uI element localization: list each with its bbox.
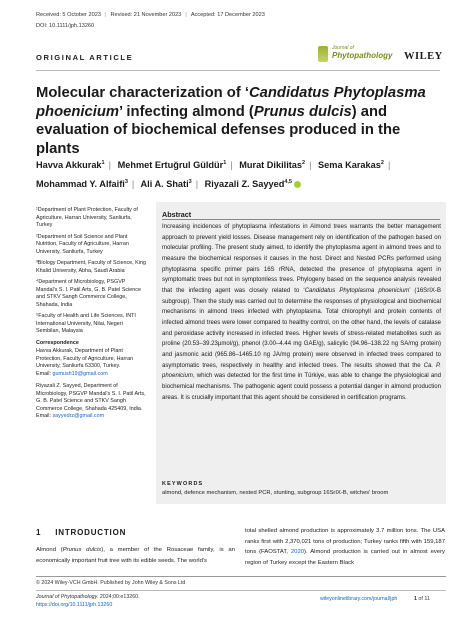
- intro-left-column: Almond (Prunus dulcis), a member of the Rosaceae family, is an economically important fruit tree with its edible seeds. The world's: [36, 547, 235, 564]
- correspondence-entry: Riyazali Z. Sayyed, Department of Microbiology, PSGVP Mandal's S. I. Patil Arts, G. B. Patel Science and STKV Sangh Commerce College, Shahada 425409, India. Email: sayyedrz@gmail.com: [36, 383, 146, 419]
- journal-logo-mark: [318, 46, 328, 62]
- copyright: © 2024 Wiley-VCH GmbH. Published by John Wiley & Sons Ltd: [36, 580, 186, 586]
- page-number: 1 of 11: [414, 596, 430, 602]
- revised-date: Revised: 21 November 2023: [110, 12, 182, 18]
- intro-right-column: total shelled almond production is approximately 3.7 million tons. The USA ranks first with 2,370,021 tons of production; Turkey ranks fifth with 159,187 tons (FAOSTAT, 2020). Almond production is carried out in almost every region of Turkey except the Eastern Black: [245, 528, 445, 566]
- accepted-date: Accepted: 17 December 2023: [190, 12, 265, 18]
- article-type: ORIGINAL ARTICLE: [36, 53, 134, 62]
- email-link[interactable]: sayyedrz@gmail.com: [52, 413, 105, 419]
- separator: |: [185, 12, 187, 18]
- journal-site-link[interactable]: wileyonlinelibrary.com/journal/jph: [320, 596, 398, 602]
- orcid-icon[interactable]: [294, 181, 301, 188]
- section-number: 1: [36, 528, 42, 537]
- abstract-text: Increasing incidences of phytoplasma infestations in Almond trees warrants the better management approach to prevent yield losses. Disease management rely on identification of the pathogen based on molecular profiling. The present study aimed, to identify the phytoplasma agent in almond trees and to measure the biochemical responses it causes in the host. Direct and Nested PCRs performed using phytoplasma specific primer pairs 16S rRNA, detected the presence of phytoplasma agent in symptomatic trees but not in symptomless trees. Phylogeny based on the sequence analysis revealed that the infecting agent was closely related to ‘Candidatus Phytoplasma phoenicium’ (16SrIX-B subgroup). Then the study was carried out to determine the responses of physiological and biochemical mechanisms in almond trees infected with phytoplasma. Total chlorophyll and protein contents of infected almond trees were lower compared to healthy control, on the other hand, the levels of catalase and peroxidase activity increased in infected trees. Higher levels of stress-related metabolites such as proline (20.53–39.23µmol/g), phenol (3.00–4.44 mg GAE/g), salicylic (94.96–138.22 ng SA/mg protein) and jasmonic acid (965.86–1465.10 ng JA/mg protein) were observed in infected trees compared to asymptomatic trees, respectively in healthy and infected trees. The results showed that the Ca. P. phoenicium, which was detected for the first time in Türkiye, was able to change the physiological and biochemical mechanisms. The pathogenic agent could possess a potential danger in almond production areas. It is crucially important that this agent should be considered in certification programs.: [162, 224, 441, 401]
- affiliation: ¹Department of Plant Protection, Faculty of Agriculture, Harran University, Sanliurfa, Turkey: [36, 207, 138, 228]
- correspondence-heading: Correspondence: [36, 339, 79, 346]
- author[interactable]: Mehmet Ertuğrul Güldür$^1$: [117, 160, 227, 171]
- affiliation: ²Department of Soil Science and Plant Nutrition, Faculty of Agriculture, Harran University, Sanliurfa, Turkey: [36, 233, 129, 255]
- publisher-logo[interactable]: WILEY: [404, 51, 443, 62]
- received-date: Received: 5 October 2023: [36, 12, 101, 18]
- article-title: Molecular characterization of ‘Candidatus Phytoplasma phoenicium’ infecting almond (Prunus dulcis) and evaluation of biochemical defenses produced in the plants: [36, 85, 426, 157]
- affiliation: ⁴Department of Microbiology, PSGVP Mandal's S. I. Patil Arts, G. B. Patel Science and STKV Sangh Commerce College, Shahada, India: [36, 279, 141, 308]
- citation-link[interactable]: 2020: [290, 549, 305, 555]
- abstract-heading: Abstract: [162, 210, 192, 219]
- header-divider: [36, 70, 440, 71]
- section-heading: [36, 528, 126, 537]
- abstract-divider: [162, 219, 440, 220]
- affiliation: ⁵Faculty of Health and Life Sciences, INTI International University, Nilai, Negeri Sembilan, Malaysia: [36, 313, 136, 334]
- section-title: INTRODUCTION: [55, 528, 127, 537]
- journal-citation: Journal of Phytopathology. 2024;00:e13260.: [36, 594, 140, 600]
- keywords-heading: KEYWORDS: [162, 481, 204, 487]
- footer-divider: [36, 576, 446, 577]
- keywords-text: almond, defence mechanism, nested PCR, stunting, subgroup 16SrIX-B, witches' broom: [162, 490, 389, 496]
- journal-logo[interactable]: [318, 44, 398, 64]
- author[interactable]: Mohammad Y. Alfaifi$^3$: [36, 179, 128, 190]
- separator: |: [105, 12, 107, 18]
- author[interactable]: Murat Dikilitas$^2$: [239, 160, 306, 171]
- footer-divider: [36, 590, 446, 591]
- submission-dates: [36, 12, 265, 18]
- doi-link[interactable]: https://doi.org/10.1111/jph.13260: [36, 602, 113, 608]
- journal-logo-name: Phytopathology: [332, 51, 393, 60]
- journal-logo-small-text: Journal of: [332, 45, 354, 51]
- doi[interactable]: DOI: 10.1111/jph.13260: [36, 23, 95, 29]
- affiliations-column: [36, 207, 148, 426]
- author-list: Havva Akkurak$^1$ | Mehmet Ertuğrul Güldür$^1$ | Murat Dikilitas$^2$ | Sema Karakas$^2$ | Mohammad Y. Alfaifi$^3$ | Ali A. Shati$^3$ | Riyazali Z. Sayyed$^{4,5}$: [36, 160, 391, 190]
- affiliation: ³Biology Department, Faculty of Science, King Khalid University, Abha, Saudi Arabia: [36, 260, 146, 274]
- email-link[interactable]: gumush19@gmail.com: [52, 370, 108, 377]
- author[interactable]: Sema Karakas$^2$: [318, 160, 384, 171]
- correspondence-entry: Havva Akkurak, Department of Plant Protection, Faculty of Agriculture, Harran University, Sanliurfa 63300, Turkey. Email: gumush19@gmail.com: [36, 348, 134, 377]
- author[interactable]: Ali A. Shati$^3$: [140, 179, 192, 190]
- author[interactable]: Riyazali Z. Sayyed$^{4,5}$: [204, 179, 292, 190]
- author[interactable]: Havva Akkurak$^1$: [36, 160, 105, 171]
